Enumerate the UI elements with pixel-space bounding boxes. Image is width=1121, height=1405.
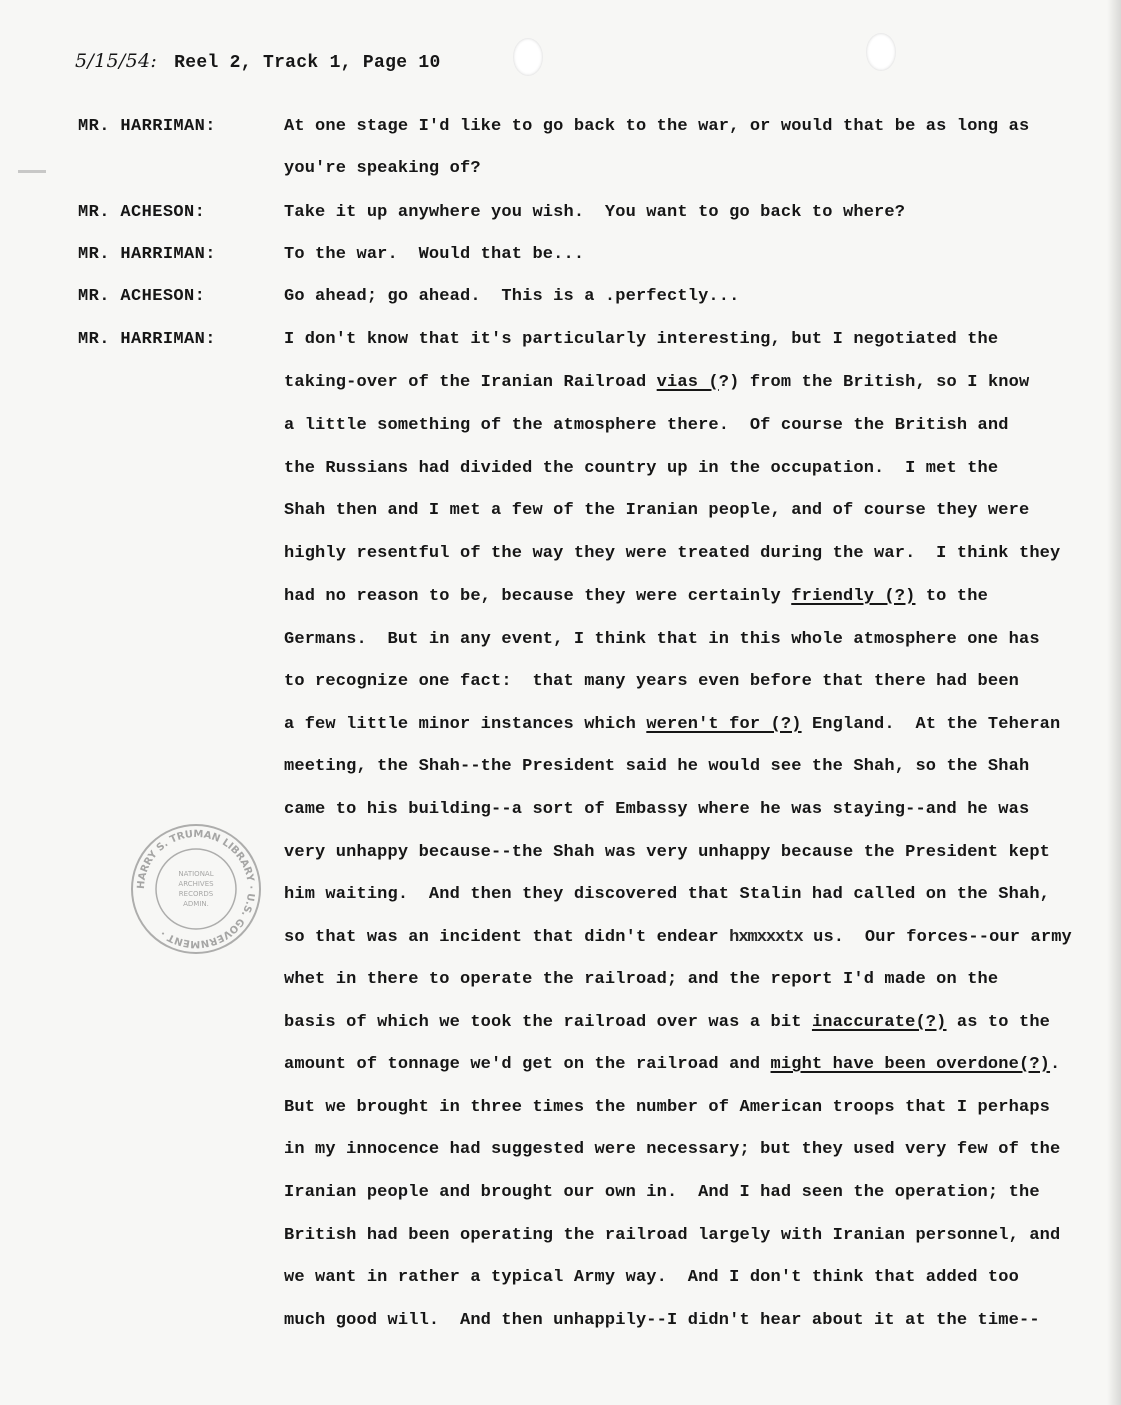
transcript-line: Shah then and I met a few of the Iranian people, and of course they were <box>284 501 1030 520</box>
reel-track-page: Reel 2, Track 1, Page 10 <box>174 53 441 73</box>
transcript-line: But we brought in three times the number of American troops that I perhaps <box>284 1098 1051 1117</box>
speaker-label: MR. HARRIMAN: <box>78 330 216 349</box>
transcript-line: At one stage I'd like to go back to the war, or would that be as long as <box>284 117 1030 136</box>
transcript-line: highly resentful of the way they were treated during the war. I think they <box>284 544 1061 563</box>
transcript-line: amount of tonnage we'd get on the railroad and might have been overdone(?). <box>284 1055 1061 1074</box>
underlined-uncertain: weren't for (?) <box>646 715 802 734</box>
punch-hole <box>513 38 543 76</box>
transcript-line: I don't know that it's particularly interesting, but I negotiated the <box>284 330 999 349</box>
speaker-label: MR. ACHESON: <box>78 287 206 306</box>
stamp-center-line: ARCHIVES <box>178 880 214 888</box>
page-header <box>75 50 441 73</box>
transcript-line: we want in rather a typical Army way. And I don't think that added too <box>284 1268 1019 1287</box>
handwritten-date: 5/15/54: <box>75 50 158 72</box>
transcript-line: you're speaking of? <box>284 159 481 178</box>
transcript-line: the Russians had divided the country up in the occupation. I met the <box>284 459 999 478</box>
stamp-center-line: RECORDS <box>178 890 214 898</box>
scan-mark <box>18 170 46 173</box>
transcript-line: so that was an incident that didn't endear hxmxxxtx us. Our forces--our army <box>284 928 1072 947</box>
transcript-line: to recognize one fact: that many years even before that there had been <box>284 672 1019 691</box>
transcript-line: Go ahead; go ahead. This is a .perfectly... <box>284 287 740 306</box>
underlined-uncertain: inaccurate(?) <box>811 1013 947 1032</box>
page-edge-shadow <box>1107 0 1121 1405</box>
transcript-line: came to his building--a sort of Embassy where he was staying--and he was <box>284 800 1030 819</box>
struck-out-text: hxmxxxtx <box>729 928 803 947</box>
transcript-line: taking-over of the Iranian Railroad vias (?) from the British, so I know <box>284 373 1030 392</box>
transcript-line: had no reason to be, because they were certainly friendly (?) to the <box>284 587 988 606</box>
transcript-line: him waiting. And then they discovered that Stalin had called on the Shah, <box>284 885 1051 904</box>
stamp-center-line: ADMIN. <box>183 900 209 908</box>
punch-hole <box>866 33 896 71</box>
transcript-line: Iranian people and brought our own in. And I had seen the operation; the <box>284 1183 1040 1202</box>
speaker-label: MR. HARRIMAN: <box>78 245 216 264</box>
transcript-line: To the war. Would that be... <box>284 245 585 264</box>
underlined-uncertain: friendly (?) <box>791 587 916 606</box>
underlined-uncertain: vias ( <box>656 373 719 392</box>
stamp-center-line: NATIONAL <box>178 870 214 878</box>
transcript-line: whet in there to operate the railroad; and the report I'd made on the <box>284 970 999 989</box>
speaker-label: MR. HARRIMAN: <box>78 117 216 136</box>
transcript-line: a little something of the atmosphere there. Of course the British and <box>284 416 1009 435</box>
transcript-line: meeting, the Shah--the President said he would see the Shah, so the Shah <box>284 757 1030 776</box>
transcript-line: Take it up anywhere you wish. You want to go back to where? <box>284 203 906 222</box>
transcript-line: much good will. And then unhappily--I didn't hear about it at the time-- <box>284 1311 1040 1330</box>
transcript-line: basis of which we took the railroad over was a bit inaccurate(?) as to the <box>284 1013 1051 1032</box>
transcript-line: very unhappy because--the Shah was very unhappy because the President kept <box>284 843 1051 862</box>
stamp-ring-text: HARRY S. TRUMAN LIBRARY · U.S. GOVERNMENT · <box>135 828 257 950</box>
transcript-line: Germans. But in any event, I think that in this whole atmosphere one has <box>284 630 1040 649</box>
transcript-line: in my innocence had suggested were necessary; but they used very few of the <box>284 1140 1061 1159</box>
library-stamp <box>124 822 268 956</box>
speaker-label: MR. ACHESON: <box>78 203 206 222</box>
transcript-line: a few little minor instances which weren't for (?) England. At the Teheran <box>284 715 1061 734</box>
underlined-uncertain: might have been overdone(?) <box>770 1055 1051 1074</box>
transcript-line: British had been operating the railroad largely with Iranian personnel, and <box>284 1226 1061 1245</box>
